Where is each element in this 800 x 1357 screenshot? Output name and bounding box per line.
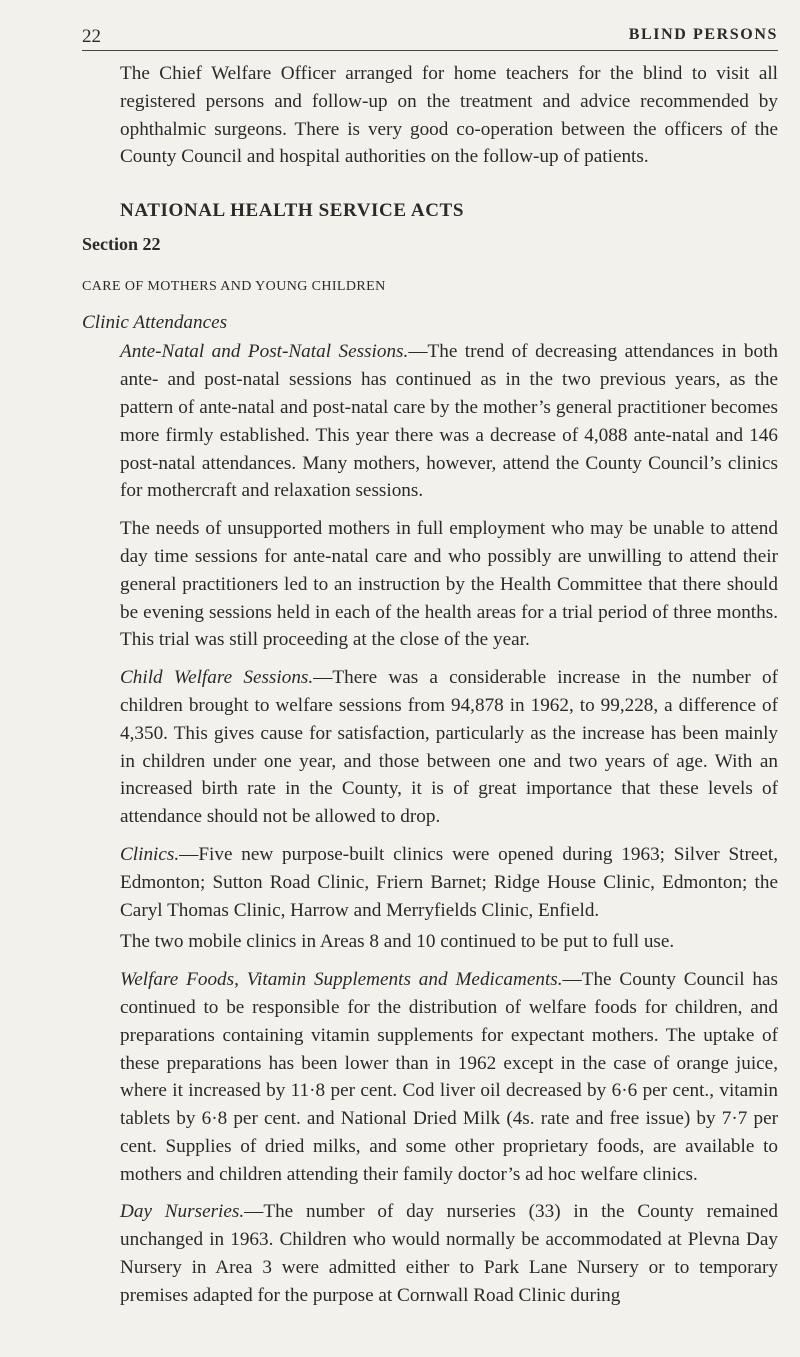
run-in-heading-ante-natal: Ante-Natal and Post-Natal Sessions. (120, 341, 409, 363)
heading-clinic-attendances: Clinic Attendances (82, 311, 228, 333)
paragraph-child-welfare (120, 664, 778, 831)
paragraph-clinics (120, 841, 778, 924)
caps-heading-care-of-mothers: CARE OF MOTHERS AND YOUNG CHILDREN (82, 278, 386, 294)
heading-national-health-service-acts: NATIONAL HEALTH SERVICE ACTS (120, 200, 464, 222)
run-in-heading-clinics: Clinics. (120, 843, 180, 865)
section-label: Section 22 (82, 233, 161, 254)
paragraph-mobile-clinics: The two mobile clinics in Areas 8 and 10 continued to be put to full use. (120, 931, 675, 953)
body-text (82, 60, 778, 1310)
run-in-heading-child-welfare: Child Welfare Sessions. (120, 667, 314, 689)
running-head: BLIND PERSONS (628, 26, 778, 43)
paragraph-unsupported-mothers: The needs of unsupported mothers in full employment who may be unable to attend day time sessions for ante-natal care and who possibly are unwilling to attend their general practitioners led to an instruction by the Health Committee that there should be evening sessions held in each of the health areas for a trial period of three months. This trial was still proceeding at the close of the year. (120, 518, 778, 651)
run-in-heading-day-nurseries: Day Nurseries. (120, 1201, 245, 1223)
paragraph-ante-natal-text: —The trend of decreasing attendances in both ante- and post-natal sessions has continued as in the two previous years, as the pattern of ante-natal and post-natal care by the mother’s general practitioner becomes more firmly established. This year there was a decrease of 4,088 ante-natal and 146 post-natal attendances. Many mothers, however, attend the County Council’s clinics for mothercraft and relaxation sessions. (120, 341, 778, 502)
page-number: 22 (82, 26, 101, 47)
paragraph-welfare-foods (120, 966, 778, 1188)
paragraph-day-nurseries (120, 1198, 778, 1309)
paragraph-welfare-officer: The Chief Welfare Officer arranged for home teachers for the blind to visit all registered persons and follow-up on the treatment and advice recommended by ophthalmic surgeons. There is very good co-operation between the officers of the County Council and hospital authorities on the follow-up of patients. (120, 63, 778, 168)
run-in-heading-welfare-foods: Welfare Foods, Vitamin Supplements and Medicaments. (120, 969, 563, 991)
paragraph-child-welfare-text: —There was a considerable increase in the number of children brought to welfare sessions from 94,878 in 1962, to 99,228, a difference of 4,350. This gives cause for satisfaction, particularly as the increase has been mainly in children under one year, and those between one and two years of age. With an increased birth rate in the County, it is of great importance that these levels of attendance should not be allowed to drop. (120, 667, 778, 828)
header-rule (82, 50, 778, 51)
page-header (82, 26, 778, 48)
paragraph-ante-natal (120, 338, 778, 505)
paragraph-day-nurseries-text: —The number of day nurseries (33) in the County remained unchanged in 1963. Children who would normally be accommodated at Plevna Day Nursery in Area 3 were admitted either to Park Lane Nursery or to temporary premises adapted for the purpose at Cornwall Road Clinic during (120, 1201, 778, 1306)
paragraph-clinics-text: —Five new purpose-built clinics were opened during 1963; Silver Street, Edmonton; Sutton Road Clinic, Friern Barnet; Ridge House Clinic, Edmonton; the Caryl Thomas Clinic, Harrow and Merryfields Clinic, Enfield. (120, 843, 778, 921)
paragraph-welfare-foods-text: —The County Council has continued to be responsible for the distribution of welfare foods for children, and preparations containing vitamin supplements for expectant mothers. The uptake of these preparations has been lower than in 1962 except in the case of orange juice, where it increased by 11·8 per cent. Cod liver oil decreased by 6·6 per cent., vitamin tablets by 6·8 per cent. and National Dried Milk (4s. rate and free issue) by 7·7 per cent. Supplies of dried milks, and some other proprietary foods, are available to mothers and children attending their family doctor’s ad hoc welfare clinics. (120, 969, 778, 1185)
